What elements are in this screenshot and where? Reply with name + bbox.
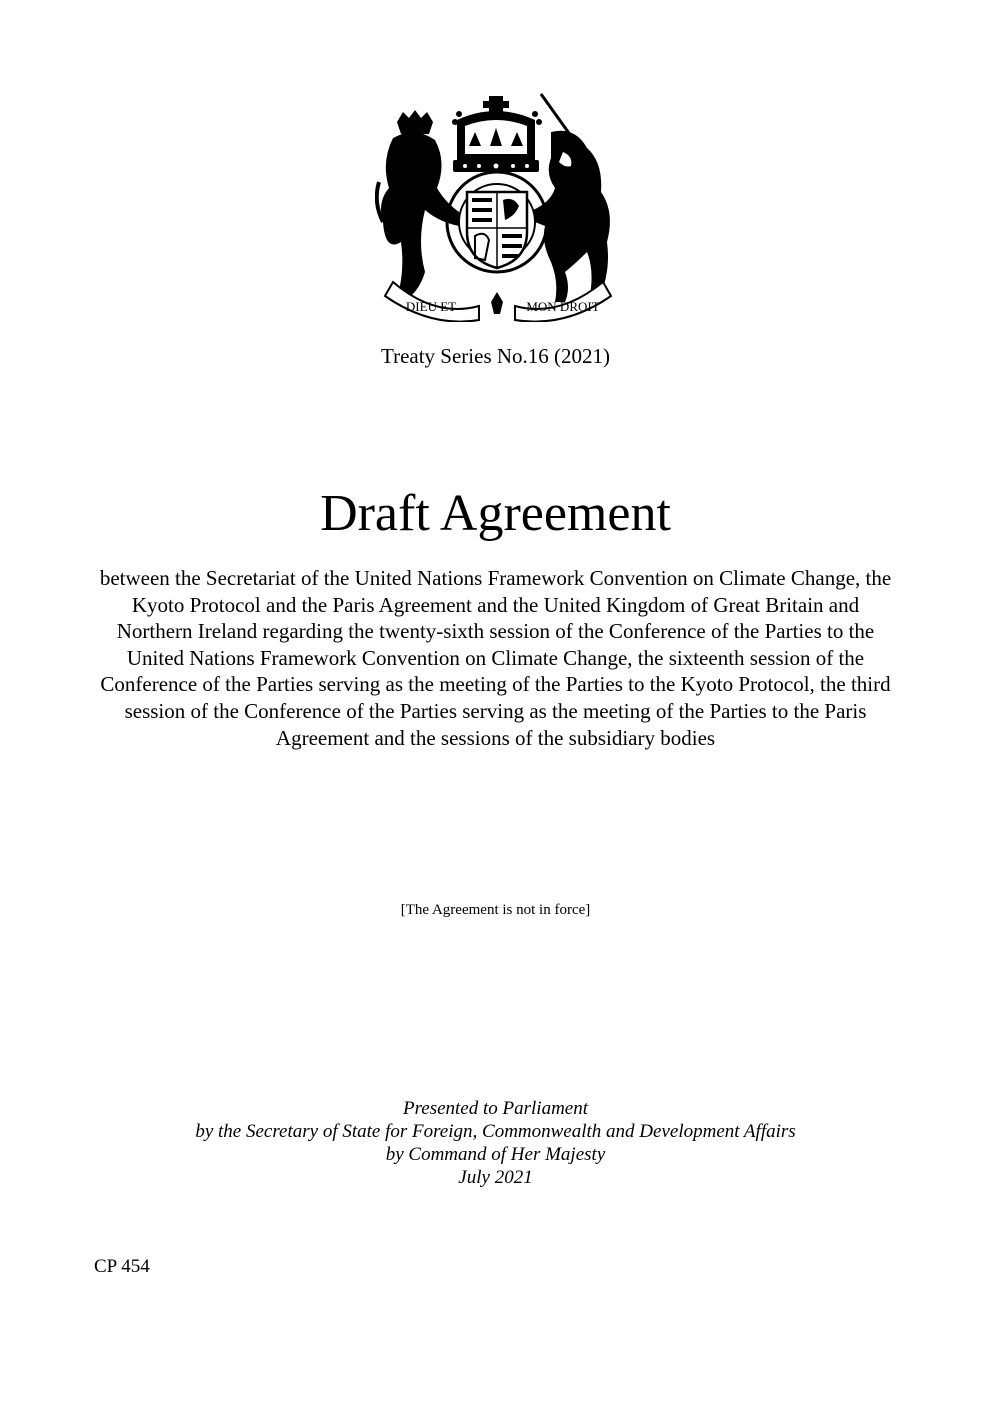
presentation-statement [0, 1097, 991, 1189]
command-line: by Command of Her Majesty [385, 1144, 606, 1165]
document-subtitle: between the Secretariat of the United Nations Framework Convention on Climate Change, the Kyoto Protocol and the Paris Agreement and the United Kingdom of Great Britain and Northern Ireland regarding the twenty-sixth session of the Conference of the Parties to the United Nations Framework Convention on Climate Change, the sixteenth session of the Conference of the Parties serving as the meeting of the Parties to the Kyoto Protocol, the third session of the Conference of the Parties serving as the meeting of the Parties to the Paris Agreement and the sessions of the subsidiary bodies [99, 566, 892, 750]
document-title: Draft Agreement [320, 485, 671, 542]
royal-coat-of-arms-icon [375, 92, 620, 322]
treaty-series-number: Treaty Series No.16 (2021) [380, 344, 611, 368]
command-paper-number: CP 454 [94, 1256, 150, 1277]
svg-text:MON DROIT: MON DROIT [526, 299, 600, 314]
presented-by-line: by the Secretary of State for Foreign, Commonwealth and Development Affairs [195, 1121, 796, 1142]
svg-text:DIEU ET: DIEU ET [405, 299, 457, 314]
presented-line: Presented to Parliament [402, 1098, 589, 1119]
presented-date: July 2021 [458, 1167, 533, 1188]
agreement-status: [The Agreement is not in force] [400, 902, 591, 918]
